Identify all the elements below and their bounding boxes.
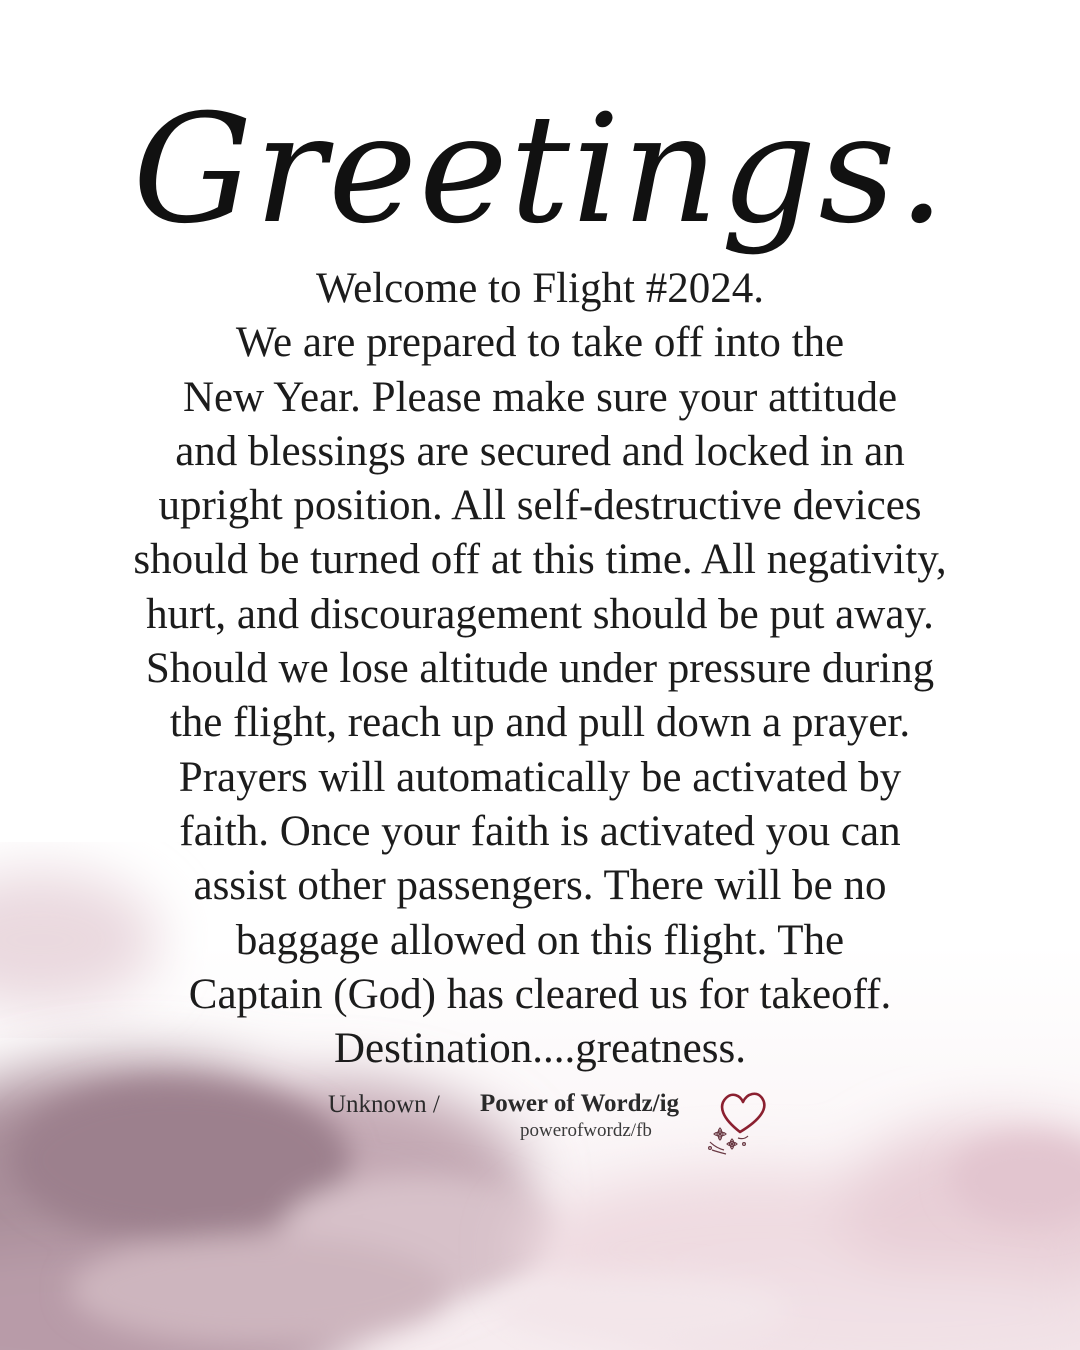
message-line: upright position. All self-destructive devices: [158, 482, 922, 530]
heart-flower-logo-icon: [660, 1078, 780, 1168]
message-line: Should we lose altitude under pressure during: [145, 645, 935, 693]
flight-message: [90, 262, 990, 1076]
brand-facebook-handle: powerofwordz/fb: [520, 1120, 652, 1141]
message-line: Welcome to Flight #2024.: [316, 265, 764, 312]
message-line: the flight, reach up and pull down a prayer.: [169, 699, 911, 747]
message-line: Prayers will automatically be activated by: [178, 753, 902, 801]
message-line: assist other passengers. There will be no: [193, 862, 887, 910]
message-line: Destination....greatness.: [334, 1025, 746, 1073]
message-line: and blessings are secured and locked in an: [175, 427, 905, 475]
greetings-title: Greetings.: [132, 83, 948, 257]
author-credit: Unknown /: [328, 1091, 440, 1118]
brand-name: Power of Wordz/ig: [480, 1090, 680, 1117]
message-line: should be turned off at this time. All negativity,: [133, 536, 947, 584]
message-line: We are prepared to take off into the: [235, 319, 845, 367]
message-line: faith. Once your faith is activated you can: [179, 807, 901, 855]
message-line: baggage allowed on this flight. The: [235, 916, 845, 964]
attribution: [0, 1088, 1080, 1178]
message-line: Captain (God) has cleared us for takeoff.: [188, 970, 892, 1018]
message-line: hurt, and discouragement should be put away.: [146, 590, 934, 638]
message-line: New Year. Please make sure your attitude: [182, 373, 898, 421]
